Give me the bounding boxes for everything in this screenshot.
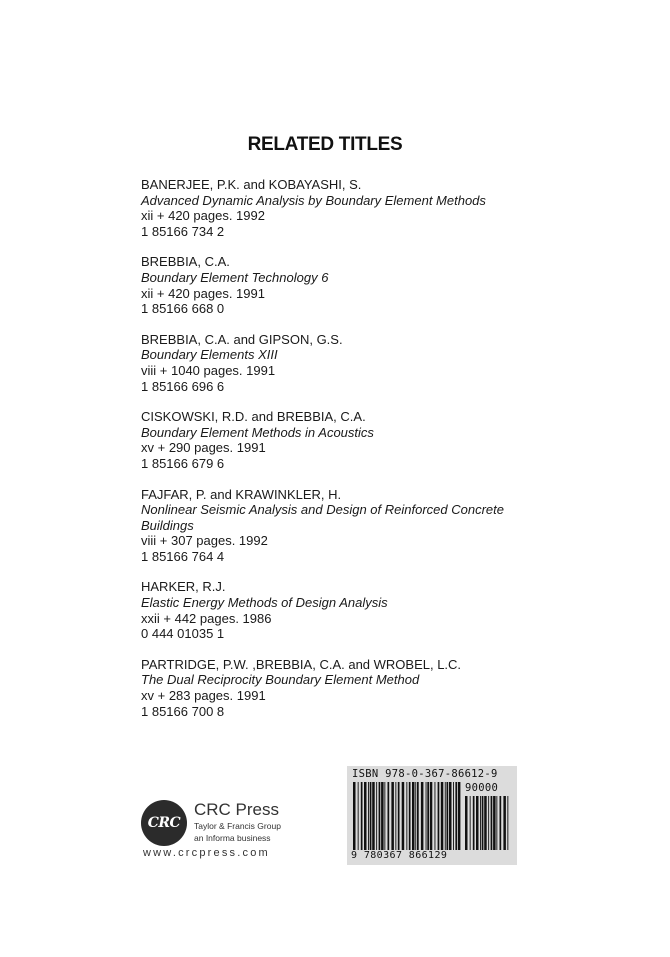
barcode-stripe [453, 782, 454, 850]
entry-title: The Dual Reciprocity Boundary Element Method [141, 672, 420, 688]
entry-isbn: 1 85166 764 4 [141, 548, 225, 564]
barcode-stripe [395, 782, 396, 850]
related-title-entry [141, 409, 541, 471]
barcode-stripe [458, 782, 461, 850]
entry-pages: xii + 420 pages. 1992 [141, 208, 265, 224]
entry-isbn: 1 85166 734 2 [141, 223, 225, 239]
barcode-stripe [364, 782, 367, 850]
barcode-stripe [455, 782, 457, 850]
publisher-logo [141, 800, 311, 870]
barcode-stripe [353, 782, 356, 850]
entry-isbn: 1 85166 679 6 [141, 455, 225, 471]
barcode-stripe [426, 782, 427, 850]
related-title-entry [141, 177, 541, 239]
crc-logo-icon: CRC [141, 800, 187, 846]
barcode-stripe [372, 782, 375, 850]
barcode-stripe [391, 782, 394, 850]
entry-isbn: 1 85166 668 0 [141, 301, 225, 317]
barcode-stripe [406, 782, 407, 850]
barcode-stripe [384, 782, 385, 850]
barcode-stripe [503, 796, 506, 850]
barcode-addon-bars [465, 796, 511, 850]
price-code: 90000 [465, 782, 499, 794]
entry-authors: BREBBIA, C.A. and GIPSON, G.S. [141, 331, 343, 347]
barcode-stripe [441, 782, 444, 850]
page-heading: RELATED TITLES [247, 134, 403, 155]
related-title-entry [141, 254, 541, 316]
barcode-bars [353, 782, 461, 850]
barcode-stripe [427, 782, 429, 850]
barcode-stripe [435, 782, 436, 850]
barcode-stripe [482, 796, 484, 850]
barcode-stripe [409, 782, 411, 850]
barcode-digits: 9 780367 866129 [351, 850, 448, 861]
barcode-stripe [417, 782, 419, 850]
entry-isbn: 0 444 01035 1 [141, 626, 225, 642]
barcode-stripe [421, 782, 424, 850]
barcode-stripe [368, 782, 369, 850]
barcode-stripe [488, 796, 489, 850]
entry-pages: xxii + 442 pages. 1986 [141, 610, 272, 626]
barcode-stripe [496, 796, 497, 850]
barcode-stripe [379, 782, 381, 850]
entry-isbn: 1 85166 696 6 [141, 378, 225, 394]
barcode-stripe [358, 782, 359, 850]
barcode-stripe [412, 782, 415, 850]
entry-authors: FAJFAR, P. and KRAWINKLER, H. [141, 486, 342, 502]
barcode-stripe [449, 782, 452, 850]
barcode-stripe [476, 796, 479, 850]
related-title-entry [141, 579, 541, 641]
barcode-stripe [500, 796, 502, 850]
barcode-stripe [415, 782, 416, 850]
related-title-entry [141, 657, 541, 719]
entry-authors: HARKER, R.J. [141, 579, 226, 595]
related-title-entry [141, 332, 541, 394]
barcode-stripe [376, 782, 377, 850]
barcode-stripe [473, 796, 475, 850]
barcode-stripe [388, 782, 390, 850]
entry-pages: xv + 283 pages. 1991 [141, 688, 266, 704]
entry-authors: BREBBIA, C.A. [141, 254, 230, 270]
entry-pages: xv + 290 pages. 1991 [141, 440, 266, 456]
entry-title: Advanced Dynamic Analysis by Boundary Element Methods [141, 192, 486, 208]
entry-title: Elastic Energy Methods of Design Analysis [141, 595, 388, 611]
barcode-stripe [465, 796, 468, 850]
entry-title: Boundary Elements XIII [141, 347, 278, 363]
barcode-stripe [402, 782, 405, 850]
barcode-stripe [484, 796, 487, 850]
entry-title: Boundary Element Methods in Acoustics [141, 424, 374, 440]
publisher-url: www.crcpress.com [143, 847, 270, 859]
entry-authors: CISKOWSKI, R.D. and BREBBIA, C.A. [141, 409, 366, 425]
barcode-stripe [470, 796, 471, 850]
entry-authors: BANERJEE, P.K. and KOBAYASHI, S. [141, 177, 362, 192]
barcode-stripe [491, 796, 493, 850]
publisher-informa: an Informa business [194, 833, 271, 843]
entry-title: Nonlinear Seismic Analysis and Design of Reinforced Concrete Buildings [141, 502, 504, 533]
publisher-group: Taylor & Francis Group [194, 821, 281, 831]
related-title-entry [141, 487, 541, 565]
barcode-stripe [447, 782, 449, 850]
barcode-stripe [507, 796, 508, 850]
entry-title: Boundary Element Technology 6 [141, 269, 329, 285]
barcode-stripe [445, 782, 446, 850]
barcode-stripe [430, 782, 433, 850]
entry-authors: PARTRIDGE, P.W. ,BREBBIA, C.A. and WROBEL, L.C. [141, 656, 462, 672]
barcode-stripe [381, 782, 384, 850]
entry-pages: viii + 1040 pages. 1991 [141, 362, 276, 378]
barcode-stripe [361, 782, 363, 850]
isbn-barcode [347, 766, 517, 865]
isbn-label: ISBN 978-0-367-86612-9 [352, 768, 498, 780]
entry-pages: viii + 307 pages. 1992 [141, 533, 268, 549]
barcode-stripe [480, 796, 481, 850]
barcode-stripe [493, 796, 496, 850]
related-titles-list [141, 177, 541, 734]
barcode-stripe [438, 782, 440, 850]
publisher-name: CRC Press [194, 800, 280, 819]
barcode-stripe [398, 782, 400, 850]
entry-isbn: 1 85166 700 8 [141, 703, 225, 719]
barcode-stripe [370, 782, 372, 850]
entry-pages: xii + 420 pages. 1991 [141, 285, 265, 301]
